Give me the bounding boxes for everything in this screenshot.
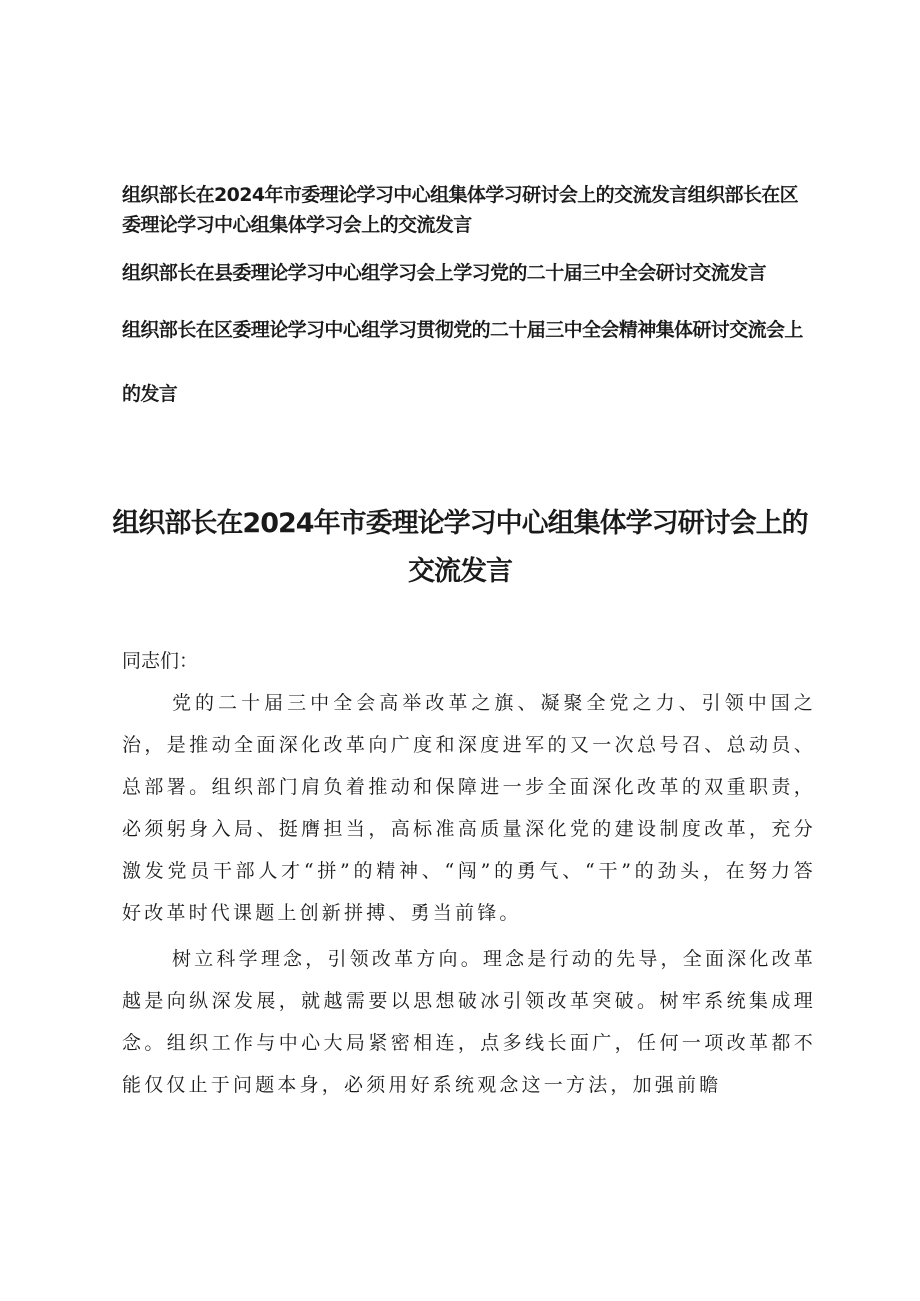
- toc-item-3: 组织部长在区委理论学习中心组学习贯彻党的二十届三中全会精神集体研讨交流会上的发言: [122, 319, 803, 405]
- salutation: 同志们：: [122, 650, 199, 672]
- toc-item-2: 组织部长在县委理论学习中心组学习会上学习党的二十届三中全会研讨交流发言: [122, 262, 767, 284]
- paragraph-2: 树立科学理念，引领改革方向。理念是行动的先导，全面深化改革越是向纵深发展，就越需要以思想破冰引领改革突破。树牢系统集成理念。组织工作与中心大局紧密相连，点多线长面广，任何一项改革都不能仅仅止于问题本身，必须用好系统观念这一方法，加强前瞻: [122, 948, 816, 1096]
- paragraph-1: 党的二十届三中全会高举改革之旗、凝聚全党之力、引领中国之治，是推动全面深化改革向广度和深度进军的又一次总号召、总动员、总部署。组织部门肩负着推动和保障进一步全面深化改革的双重职责，必须躬身入局、挺膺担当，高标准高质量深化党的建设制度改革，充分激发党员干部人才“拼”的精神、“闯”的勇气、“干”的劲头，在努力答好改革时代课题上创新拼搏、勇当前锋。: [122, 692, 816, 924]
- article-title: 组织部长在2024年市委理论学习中心组集体学习研讨会上的交流发言: [112, 508, 808, 587]
- article-body: [122, 640, 816, 1110]
- table-of-contents: [122, 180, 812, 426]
- toc-item-1: 组织部长在2024年市委理论学习中心组集体学习研讨会上的交流发言组织部长在区委理论学习中心组集体学习会上的交流发言: [122, 184, 799, 236]
